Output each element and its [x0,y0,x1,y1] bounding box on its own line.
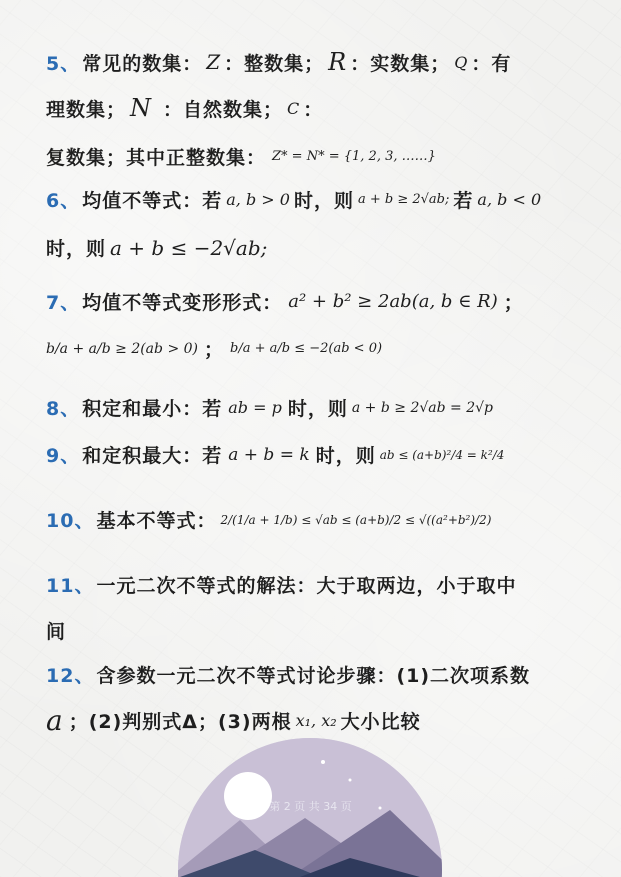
math-symbol: a [46,704,63,737]
math-expression: ab = p [228,398,282,417]
math-expression: a + b ≥ 2√ab = 2√p [351,399,494,416]
item-number: 11、 [46,575,95,597]
text: 基本不等式： [96,510,217,532]
math-symbol: C [287,98,300,118]
math-expression: ab ≤ (a+b)²/4 = k²/4 [379,447,505,462]
text: 大小比较 [340,711,421,733]
text: 理数集； [46,98,127,121]
math-expression: a, b < 0 [477,190,542,209]
math-symbol: Q [454,52,468,72]
text: 均值不等式变形形式： [82,292,283,314]
text: ： [303,98,324,121]
math-expression: Z* = N* = {1, 2, 3, ……} [272,149,436,164]
star-icon [321,760,325,764]
math-expression: b/a + a/b ≤ −2(ab < 0) [230,341,383,356]
text: 间 [46,621,67,643]
text: ；(2)判别式Δ；(3)两根 [68,711,292,733]
text: 积定和最小：若 [82,398,223,420]
item-number: 12、 [46,665,95,687]
math-expression: b/a + a/b ≥ 2(ab > 0) [46,340,198,357]
text: ：整数集； [224,52,325,75]
text: 常见的数集： [82,52,203,75]
item-number: 7、 [46,292,81,314]
math-expression: a + b = k [228,444,310,465]
math-expression: a² + b² ≥ 2ab(a, b ∈ R) [288,291,498,312]
math-expression: 2/(1/a + 1/b) ≤ √ab ≤ (a+b)/2 ≤ √((a²+b²)/2) [220,512,492,527]
item-number: 8、 [46,398,81,420]
text: 时，则 [46,238,107,260]
math-symbol: N [130,94,152,122]
page-number: 第 2 页 共 34 页 [269,800,352,813]
text: 均值不等式：若 [82,190,223,212]
math-expression: a + b ≥ 2√ab; [357,192,450,207]
math-expression: a, b > 0 [226,190,290,209]
text: ； [503,292,524,314]
star-icon [349,779,352,782]
text: ：有 [471,52,512,75]
item-number: 9、 [46,445,81,467]
math-symbol: Z [206,50,221,74]
text: ：实数集； [350,52,451,75]
text: 若 [453,190,474,212]
text: 一元二次不等式的解法：大于取两边，小于取中 [96,575,517,597]
text: 复数集；其中正整数集： [46,147,267,169]
math-expression: x₁, x₂ [295,711,337,730]
item-number: 6、 [46,190,81,212]
text: 时，则 [315,445,376,467]
text: 时，则 [287,398,348,420]
text: 含参数一元二次不等式讨论步骤：(1)二次项系数 [96,665,531,687]
math-expression: a + b ≤ −2√ab; [110,235,268,260]
text: 时，则 [293,190,354,212]
text: 和定积最大：若 [82,445,223,467]
math-symbol: R [328,48,347,76]
item-number: 5、 [46,52,81,75]
item-number: 10、 [46,510,95,532]
separator: ； [204,339,225,361]
text: ：自然数集； [163,98,284,121]
